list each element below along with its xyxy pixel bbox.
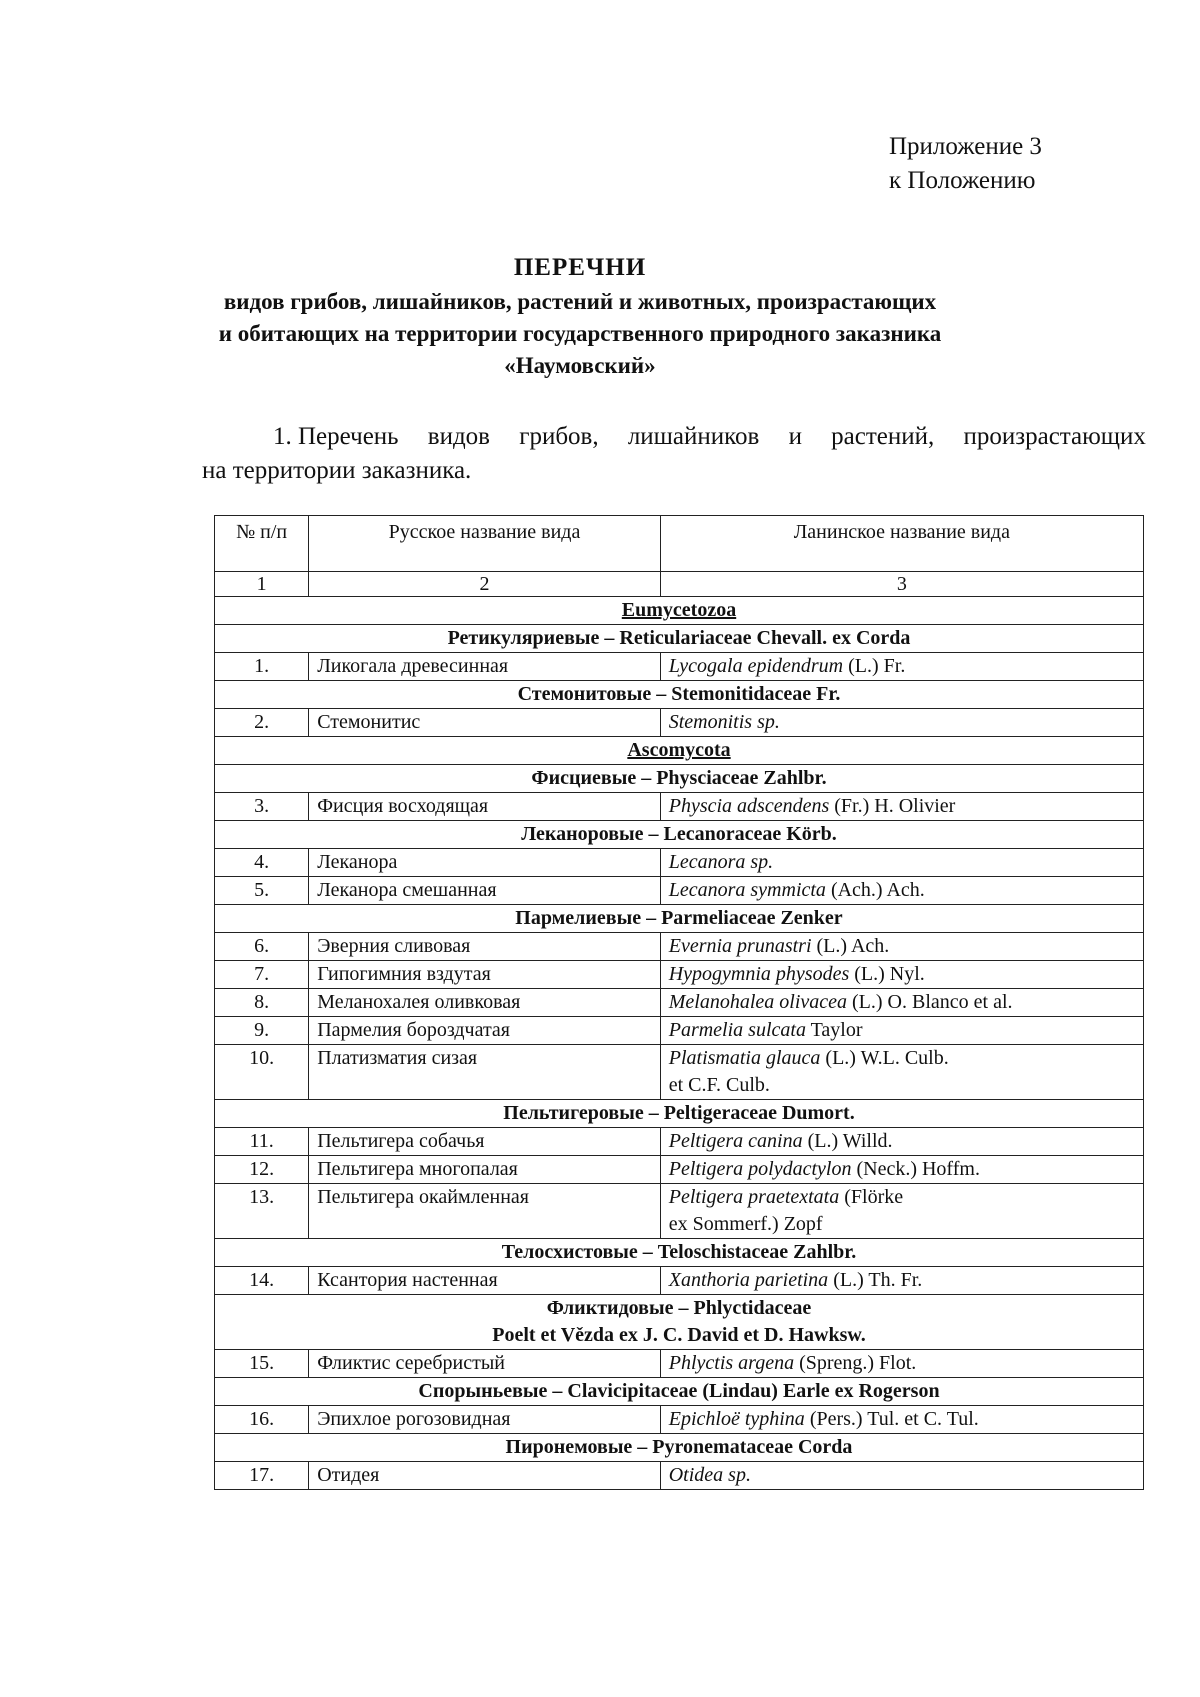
family-name bbox=[215, 1378, 1144, 1406]
latin-name bbox=[660, 1045, 1143, 1100]
table-row bbox=[215, 1045, 1144, 1100]
latin-binomial: Physcia adscendens bbox=[668, 795, 830, 817]
latin-name bbox=[660, 989, 1143, 1017]
latin-author: (Pers.) Tul. et C. Tul. bbox=[804, 1408, 979, 1430]
table-row bbox=[215, 1017, 1144, 1045]
row-number: 9. bbox=[215, 1017, 309, 1045]
family-name bbox=[215, 765, 1144, 793]
russian-name: Леканора смешанная bbox=[309, 877, 661, 905]
intro-word: грибов, bbox=[519, 423, 599, 450]
russian-name: Платизматия сизая bbox=[309, 1045, 661, 1100]
latin-name bbox=[660, 877, 1143, 905]
family-row bbox=[215, 1295, 1144, 1350]
row-number: 1. bbox=[215, 653, 309, 681]
latin-author: (L.) Ach. bbox=[811, 935, 890, 957]
table-row bbox=[215, 849, 1144, 877]
latin-binomial: Lecanora symmicta bbox=[668, 879, 826, 901]
latin-author-line-2: ex Sommerf.) Zopf bbox=[668, 1213, 823, 1235]
intro-word: 1. Перечень bbox=[273, 423, 399, 450]
row-number: 14. bbox=[215, 1267, 309, 1295]
latin-binomial: Peltigera praetextata bbox=[668, 1186, 840, 1208]
latin-name bbox=[660, 653, 1143, 681]
table-row bbox=[215, 1128, 1144, 1156]
latin-binomial: Otidea sp. bbox=[668, 1464, 751, 1486]
group-title: Ascomycota bbox=[627, 739, 731, 761]
family-row bbox=[215, 821, 1144, 849]
group-title: Ретикуляриевые – Reticulariaceae Chevall. ex Corda bbox=[447, 627, 911, 649]
russian-name: Отидея bbox=[309, 1462, 661, 1490]
latin-author: (Spreng.) Flot. bbox=[794, 1352, 917, 1374]
table-row bbox=[215, 1184, 1144, 1239]
russian-name: Фликтис серебристый bbox=[309, 1350, 661, 1378]
intro-second-line: на территории заказника. bbox=[202, 457, 472, 484]
intro-paragraph bbox=[202, 420, 1146, 488]
header-num: № п/п bbox=[215, 516, 309, 572]
latin-name bbox=[660, 1406, 1143, 1434]
intro-word: лишайников bbox=[627, 423, 760, 450]
row-number: 13. bbox=[215, 1184, 309, 1239]
latin-binomial: Peltigera canina bbox=[668, 1130, 803, 1152]
group-title: Леканоровые – Lecanoraceae Körb. bbox=[521, 823, 837, 845]
russian-name: Стемонитис bbox=[309, 709, 661, 737]
russian-name: Фисция восходящая bbox=[309, 793, 661, 821]
group-title: Телосхистовые – Teloschistaceae Zahlbr. bbox=[501, 1241, 857, 1263]
header-latin-name: Ланинское название вида bbox=[660, 516, 1143, 572]
family-name bbox=[215, 625, 1144, 653]
latin-name bbox=[660, 1017, 1143, 1045]
row-number: 10. bbox=[215, 1045, 309, 1100]
intro-word: видов bbox=[427, 423, 490, 450]
latin-author: (L.) O. Blanco et al. bbox=[847, 991, 1013, 1013]
family-row bbox=[215, 1239, 1144, 1267]
table-row bbox=[215, 653, 1144, 681]
table-row bbox=[215, 1267, 1144, 1295]
group-title: Пельтигеровые – Peltigeraceae Dumort. bbox=[503, 1102, 855, 1124]
group-title: Фисциевые – Physciaceae Zahlbr. bbox=[531, 767, 827, 789]
latin-binomial: Melanohalea olivacea bbox=[668, 991, 848, 1013]
latin-author: (Neck.) Hoffm. bbox=[851, 1158, 980, 1180]
russian-name: Пельтигера собачья bbox=[309, 1128, 661, 1156]
row-number: 15. bbox=[215, 1350, 309, 1378]
latin-binomial: Peltigera polydactylon bbox=[668, 1158, 852, 1180]
column-number: 1 bbox=[215, 572, 309, 597]
family-name bbox=[215, 1239, 1144, 1267]
table-row bbox=[215, 877, 1144, 905]
group-title: Фликтидовые – Phlyctidaceae bbox=[546, 1297, 812, 1319]
latin-name bbox=[660, 1128, 1143, 1156]
table-row bbox=[215, 793, 1144, 821]
latin-name bbox=[660, 709, 1143, 737]
family-name bbox=[215, 681, 1144, 709]
intro-word: растений, bbox=[831, 423, 935, 450]
latin-name bbox=[660, 793, 1143, 821]
row-number: 16. bbox=[215, 1406, 309, 1434]
latin-author: (L.) Fr. bbox=[843, 655, 906, 677]
russian-name: Гипогимния вздутая bbox=[309, 961, 661, 989]
russian-name: Эпихлое рогозовидная bbox=[309, 1406, 661, 1434]
family-row bbox=[215, 1100, 1144, 1128]
latin-author: (Flörke bbox=[839, 1186, 904, 1208]
family-name bbox=[215, 905, 1144, 933]
row-number: 5. bbox=[215, 877, 309, 905]
family-name bbox=[215, 1295, 1144, 1350]
row-number: 4. bbox=[215, 849, 309, 877]
latin-author-line-2: et C.F. Culb. bbox=[668, 1074, 770, 1096]
intro-word: произрастающих bbox=[963, 423, 1146, 450]
family-row bbox=[215, 765, 1144, 793]
russian-name: Эверния сливовая bbox=[309, 933, 661, 961]
russian-name: Пельтигера окаймленная bbox=[309, 1184, 661, 1239]
family-row bbox=[215, 1434, 1144, 1462]
group-title-line-2: Poelt et Vězda ex J. C. David et D. Hawksw. bbox=[492, 1324, 866, 1346]
latin-binomial: Hypogymnia physodes bbox=[668, 963, 850, 985]
table-row bbox=[215, 1350, 1144, 1378]
russian-name: Леканора bbox=[309, 849, 661, 877]
phylum-row bbox=[215, 737, 1144, 765]
appendix-reference bbox=[889, 130, 1042, 198]
latin-name bbox=[660, 1267, 1143, 1295]
appendix-line-1: Приложение 3 bbox=[889, 133, 1042, 160]
latin-binomial: Phlyctis argena bbox=[668, 1352, 795, 1374]
group-title: Спорыньевые – Clavicipitaceae (Lindau) Earle ex Rogerson bbox=[418, 1380, 940, 1402]
family-name bbox=[215, 821, 1144, 849]
latin-binomial: Epichloë typhina bbox=[668, 1408, 805, 1430]
document-title: ПЕРЕЧНИ bbox=[513, 254, 647, 281]
latin-author: (L.) Th. Fr. bbox=[828, 1269, 923, 1291]
heading-line-3: «Наумовский» bbox=[504, 353, 656, 378]
group-title: Пармелиевые – Parmeliaceae Zenker bbox=[515, 907, 843, 929]
appendix-line-2: к Положению bbox=[889, 167, 1036, 194]
latin-binomial: Lecanora sp. bbox=[668, 851, 774, 873]
latin-binomial: Xanthoria parietina bbox=[668, 1269, 829, 1291]
table-row bbox=[215, 1406, 1144, 1434]
latin-binomial: Parmelia sulcata bbox=[668, 1019, 806, 1041]
row-number: 8. bbox=[215, 989, 309, 1017]
latin-author: (L.) W.L. Culb. bbox=[820, 1047, 949, 1069]
table-row bbox=[215, 989, 1144, 1017]
intro-first-line bbox=[202, 420, 1146, 454]
latin-binomial: Evernia prunastri bbox=[668, 935, 812, 957]
family-row bbox=[215, 1378, 1144, 1406]
row-number: 2. bbox=[215, 709, 309, 737]
family-row bbox=[215, 681, 1144, 709]
table-row bbox=[215, 961, 1144, 989]
latin-name bbox=[660, 961, 1143, 989]
group-title: Eumycetozoa bbox=[621, 599, 737, 621]
latin-author: (Fr.) H. Olivier bbox=[829, 795, 956, 817]
row-number: 6. bbox=[215, 933, 309, 961]
family-name bbox=[215, 1100, 1144, 1128]
latin-author: (L.) Nyl. bbox=[849, 963, 925, 985]
row-number: 7. bbox=[215, 961, 309, 989]
row-number: 12. bbox=[215, 1156, 309, 1184]
latin-name bbox=[660, 849, 1143, 877]
column-number-row bbox=[215, 572, 1144, 597]
phylum-row bbox=[215, 597, 1144, 625]
latin-binomial: Stemonitis sp. bbox=[668, 711, 780, 733]
latin-author: (Ach.) Ach. bbox=[825, 879, 925, 901]
family-row bbox=[215, 625, 1144, 653]
column-number: 3 bbox=[660, 572, 1143, 597]
row-number: 3. bbox=[215, 793, 309, 821]
russian-name: Меланохалея оливковая bbox=[309, 989, 661, 1017]
latin-name bbox=[660, 1462, 1143, 1490]
latin-name bbox=[660, 1184, 1143, 1239]
russian-name: Пармелия бороздчатая bbox=[309, 1017, 661, 1045]
intro-word: и bbox=[788, 423, 802, 450]
latin-name bbox=[660, 933, 1143, 961]
row-number: 11. bbox=[215, 1128, 309, 1156]
family-row bbox=[215, 905, 1144, 933]
russian-name: Ксантория настенная bbox=[309, 1267, 661, 1295]
phylum-name bbox=[215, 737, 1144, 765]
table-row bbox=[215, 1462, 1144, 1490]
table-row bbox=[215, 709, 1144, 737]
family-name bbox=[215, 1434, 1144, 1462]
latin-binomial: Platismatia glauca bbox=[668, 1047, 821, 1069]
header-russian-name: Русское название вида bbox=[309, 516, 661, 572]
column-number: 2 bbox=[309, 572, 661, 597]
table-row bbox=[215, 933, 1144, 961]
group-title: Пиронемовые – Pyronemataceae Corda bbox=[505, 1436, 853, 1458]
russian-name: Пельтигера многопалая bbox=[309, 1156, 661, 1184]
table-header-row bbox=[215, 516, 1144, 572]
document-heading bbox=[200, 252, 960, 382]
latin-author: Taylor bbox=[805, 1019, 863, 1041]
species-table bbox=[214, 515, 1144, 1490]
latin-author: (L.) Willd. bbox=[802, 1130, 893, 1152]
russian-name: Ликогала древесинная bbox=[309, 653, 661, 681]
phylum-name bbox=[215, 597, 1144, 625]
heading-line-1: видов грибов, лишайников, растений и животных, произрастающих bbox=[223, 289, 937, 314]
latin-name bbox=[660, 1350, 1143, 1378]
latin-binomial: Lycogala epidendrum bbox=[668, 655, 844, 677]
table-row bbox=[215, 1156, 1144, 1184]
group-title: Стемонитовые – Stemonitidaceae Fr. bbox=[517, 683, 841, 705]
latin-name bbox=[660, 1156, 1143, 1184]
row-number: 17. bbox=[215, 1462, 309, 1490]
heading-line-2: и обитающих на территории государственного природного заказника bbox=[218, 321, 942, 346]
